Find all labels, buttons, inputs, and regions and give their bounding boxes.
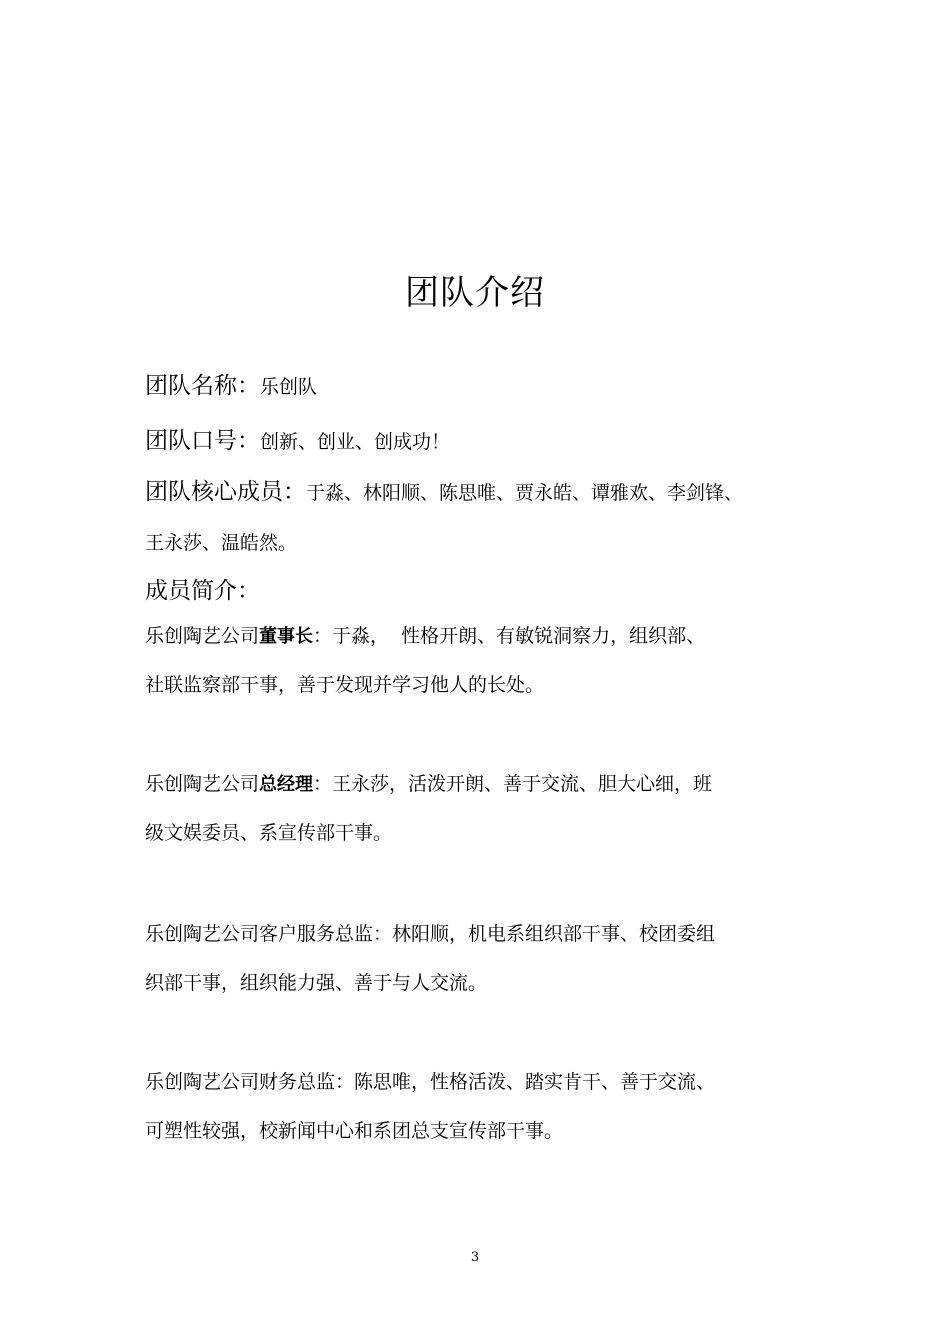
member-prefix: 乐创陶艺公司 (145, 773, 260, 795)
member-line: 织部干事，组织能力强、善于与人交流。 (145, 972, 488, 994)
core-members-continued: 王永莎、温皓然。 (145, 532, 298, 554)
member-line: 社联监察部干事，善于发现并学习他人的长处。 (145, 674, 545, 696)
core-members-label: 团队核心成员： (145, 479, 306, 505)
member-line (145, 760, 810, 809)
member-customer-service-director (145, 910, 810, 1008)
slogan-line (145, 421, 810, 463)
member-colon: ： (313, 625, 333, 647)
member-line: 乐创陶艺公司客户服务总监：林阳顺，机电系组织部干事、校团委组 (145, 923, 716, 945)
member-colon: ： (313, 773, 333, 795)
intro-heading: 成员简介： (145, 578, 260, 604)
member-line: 乐创陶艺公司财务总监：陈思唯，性格活泼、踏实肯干、善于交流、 (145, 1071, 716, 1093)
team-info (145, 366, 810, 611)
team-name-value: 乐创队 (260, 376, 318, 398)
page-number: 3 (470, 1250, 480, 1265)
member-description: 王永莎，活泼开朗、善于交流、胆大心细，班 (332, 773, 713, 795)
core-members-line (145, 472, 810, 514)
team-name-label: 团队名称： (145, 373, 260, 399)
member-prefix: 乐创陶艺公司 (145, 625, 260, 647)
member-line: 可塑性较强，校新闻中心和系团总支宣传部干事。 (145, 1120, 564, 1142)
member-line (145, 612, 810, 661)
member-chairman (145, 612, 810, 710)
slogan-value: 创新、创业、创成功！ (260, 431, 451, 453)
member-role: 总经理 (259, 774, 314, 795)
member-description: 于淼， 性格开朗、有敏锐洞察力，组织部、 (332, 625, 706, 647)
member-role: 董事长 (259, 626, 314, 647)
team-name-line (145, 366, 810, 408)
page-title: 团队介绍 (405, 273, 545, 313)
member-line: 级文娱委员、系宣传部干事。 (145, 822, 393, 844)
core-members-value: 于淼、林阳顺、陈思唯、贾永皓、谭雅欢、李剑锋、 (306, 482, 744, 504)
member-general-manager (145, 760, 810, 858)
member-finance-director (145, 1058, 810, 1156)
slogan-label: 团队口号： (145, 428, 260, 454)
